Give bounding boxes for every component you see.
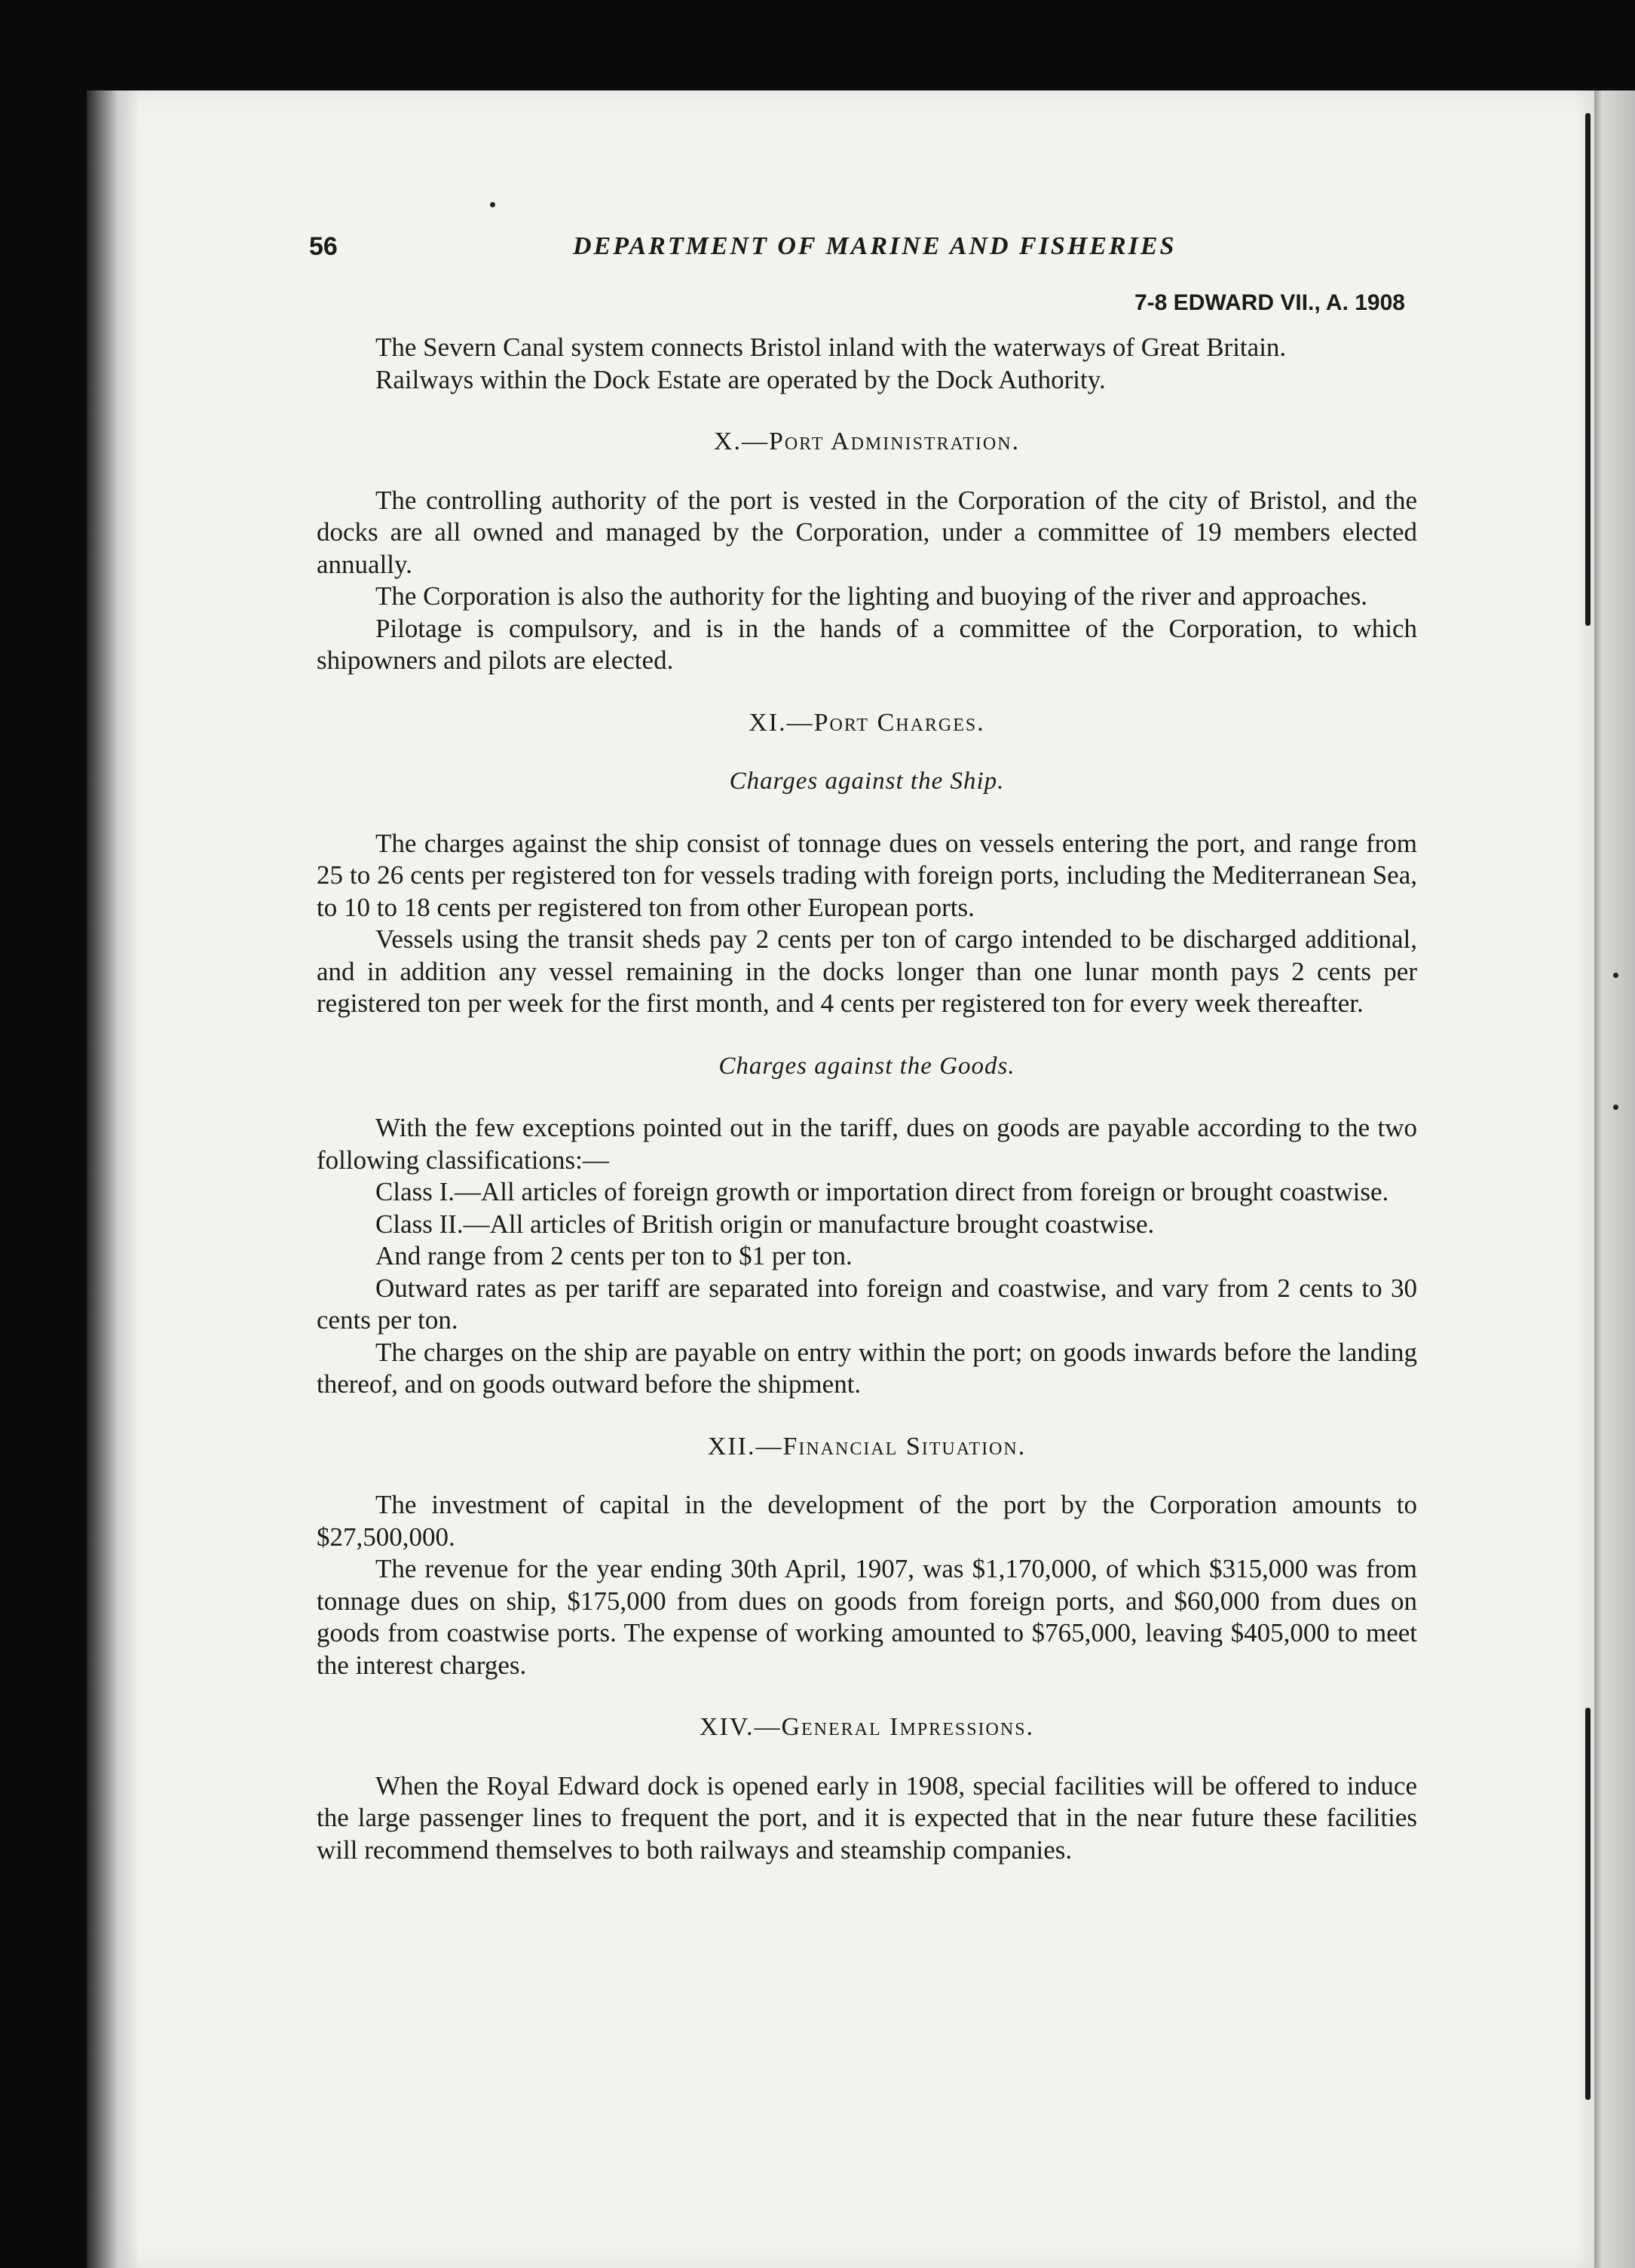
page-binding-shadow: [87, 90, 139, 2268]
paragraph: The investment of capital in the development of the port by the Corporation amounts to $27,500,000.: [317, 1490, 1417, 1552]
body-text: [317, 332, 1417, 1866]
paragraph: Outward rates as per tariff are separated into foreign and coastwise, and vary from 2 cents to 30 cents per ton.: [317, 1273, 1417, 1335]
paragraph: The revenue for the year ending 30th April, 1907, was $1,170,000, of which $315,000 was from tonnage dues on ship, $175,000 from dues on goods from foreign ports, and $60,000 from dues on goods from coastwise ports. The expense of working amounted to $765,000, leaving $405,000 to meet the interest charges.: [317, 1554, 1417, 1680]
running-title: DEPARTMENT OF MARINE AND FISHERIES: [573, 232, 1177, 260]
section-heading: XIV.—General Impressions.: [699, 1713, 1035, 1741]
scan-speck: [490, 202, 495, 207]
subsection-heading: Charges against the Ship.: [729, 768, 1005, 795]
page-number: 56: [309, 232, 338, 261]
paragraph: Vessels using the transit sheds pay 2 cents per ton of cargo intended to be discharged additional, and in addition any vessel remaining in the docks longer than one lunar month pays 2 cents per registered ton per week for the first month, and 4 cents per registered ton for every week thereafter.: [317, 924, 1417, 1018]
margin-rule-upper: [1585, 113, 1591, 626]
paragraph: The Corporation is also the authority for the lighting and buoying of the river and approaches.: [375, 581, 1368, 611]
paragraph: With the few exceptions pointed out in the tariff, dues on goods are payable according to the two following classifications:—: [317, 1113, 1417, 1175]
section-heading: XI.—Port Charges.: [749, 708, 985, 737]
paragraph: The charges on the ship are payable on entry within the port; on goods inwards before the landing thereof, and on goods outward before the shipment.: [317, 1337, 1417, 1399]
paragraph: And range from 2 cents per ton to $1 per ton.: [375, 1241, 853, 1270]
paragraph: Pilotage is compulsory, and is in the hands of a committee of the Corporation, to which shipowners and pilots are elected.: [317, 613, 1417, 675]
margin-rule-lower: [1585, 1708, 1591, 2100]
section-heading: X.—Port Administration.: [713, 428, 1021, 455]
paragraph: The charges against the ship consist of tonnage dues on vessels entering the port, and range from 25 to 26 cents per registered ton for vessels trading with foreign ports, including the Mediterranean Sea, to 10 to 18 cents per registered ton from other European ports.: [317, 828, 1417, 922]
classification-item: Class II.—All articles of British origin or manufacture brought coastwise.: [375, 1209, 1155, 1239]
page-edge: [1575, 90, 1635, 2268]
session-label: 7-8 EDWARD VII., A. 1908: [1134, 290, 1405, 315]
paragraph: Railways within the Dock Estate are operated by the Dock Authority.: [375, 364, 1106, 394]
classification-item: Class I.—All articles of foreign growth or importation direct from foreign or brought coastwise.: [375, 1177, 1389, 1206]
paragraph: The Severn Canal system connects Bristol inland with the waterways of Great Britain.: [375, 333, 1287, 362]
paragraph: The controlling authority of the port is vested in the Corporation of the city of Bristol, and the docks are all owned and managed by the Corporation, under a committee of 19 members elected annually.: [317, 485, 1417, 579]
scan-speck: [1613, 973, 1618, 978]
section-heading: XII.—Financial Situation.: [707, 1432, 1027, 1460]
paragraph: When the Royal Edward dock is opened early in 1908, special facilities will be offered to induce the large passenger lines to frequent the port, and it is expected that in the near future these facilities will recommend themselves to both railways and steamship companies.: [317, 1770, 1417, 1865]
scan-speck: [1613, 1105, 1618, 1110]
subsection-heading: Charges against the Goods.: [718, 1052, 1015, 1080]
